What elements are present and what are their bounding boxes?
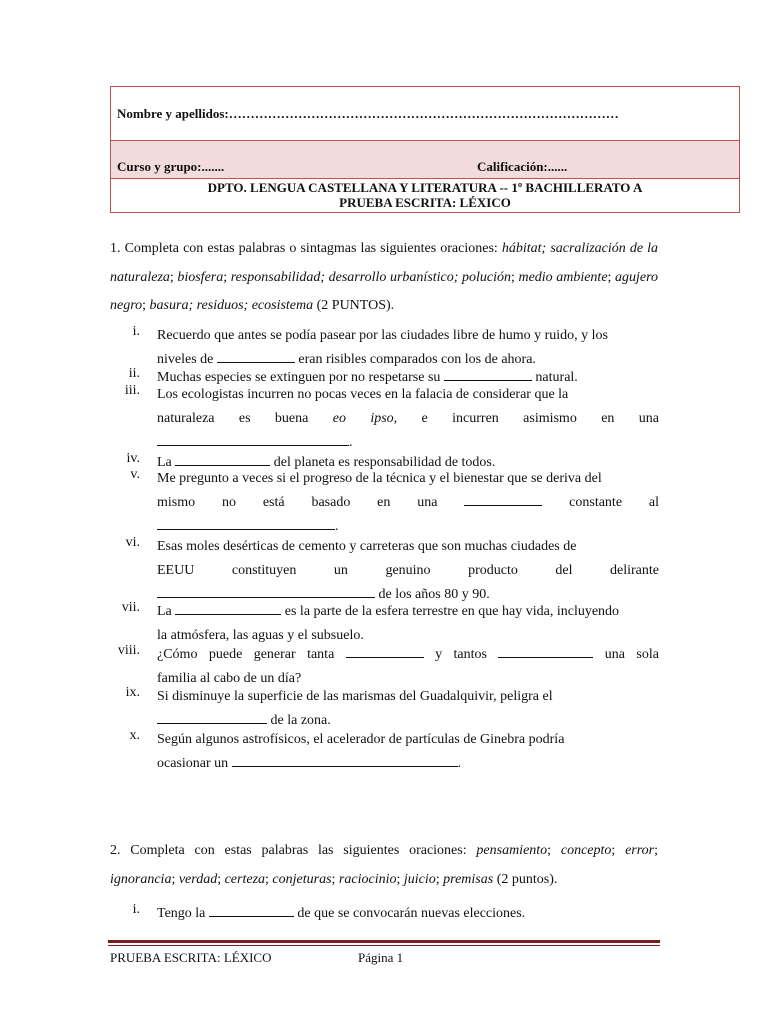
answer-blank[interactable] bbox=[157, 583, 375, 598]
answer-blank[interactable] bbox=[157, 515, 335, 530]
footer-divider bbox=[108, 940, 660, 943]
header-box bbox=[110, 86, 740, 213]
answer-blank[interactable] bbox=[464, 491, 542, 506]
name-field: Nombre y apellidos:……………………………………………………………………………… bbox=[111, 87, 739, 141]
footer-divider-thin bbox=[108, 945, 660, 946]
answer-blank[interactable] bbox=[175, 600, 281, 615]
answer-blank[interactable] bbox=[175, 451, 270, 466]
answer-blank[interactable] bbox=[232, 752, 458, 767]
answer-blank[interactable] bbox=[498, 643, 593, 658]
answer-blank[interactable] bbox=[217, 348, 295, 363]
answer-blank[interactable] bbox=[346, 643, 424, 658]
course-row bbox=[111, 141, 739, 179]
answer-blank[interactable] bbox=[157, 709, 267, 724]
answer-blank[interactable] bbox=[444, 366, 532, 381]
footer-title: PRUEBA ESCRITA: LÉXICO bbox=[110, 950, 272, 965]
answer-blank[interactable] bbox=[157, 431, 349, 446]
question-2-instructions: 2. Completa con estas palabras las siguientes oraciones: pensamiento; concepto; error; ignorancia; verdad; certeza; conjeturas; raciocinio; juicio; premisas (2 puntos). bbox=[110, 843, 659, 887]
question-1-instructions: 1. Completa con estas palabras o sintagmas las siguientes oraciones: hábitat; sacralización de la naturaleza; biosfera; responsabilidad; desarrollo urbanístico; polución; medio ambiente; agujero negro; basura; residuos; ecosistema (2 PUNTOS). bbox=[110, 241, 659, 313]
course-field: Curso y grupo:....... bbox=[117, 159, 225, 174]
answer-blank[interactable] bbox=[209, 902, 294, 917]
grade-field: Calificación:...... bbox=[477, 159, 568, 174]
department-title: DPTO. LENGUA CASTELLANA Y LITERATURA -- 1º BACHILLERATO A PRUEBA ESCRITA: LÉXICO bbox=[207, 180, 643, 210]
page-number: Página 1 bbox=[358, 950, 404, 965]
